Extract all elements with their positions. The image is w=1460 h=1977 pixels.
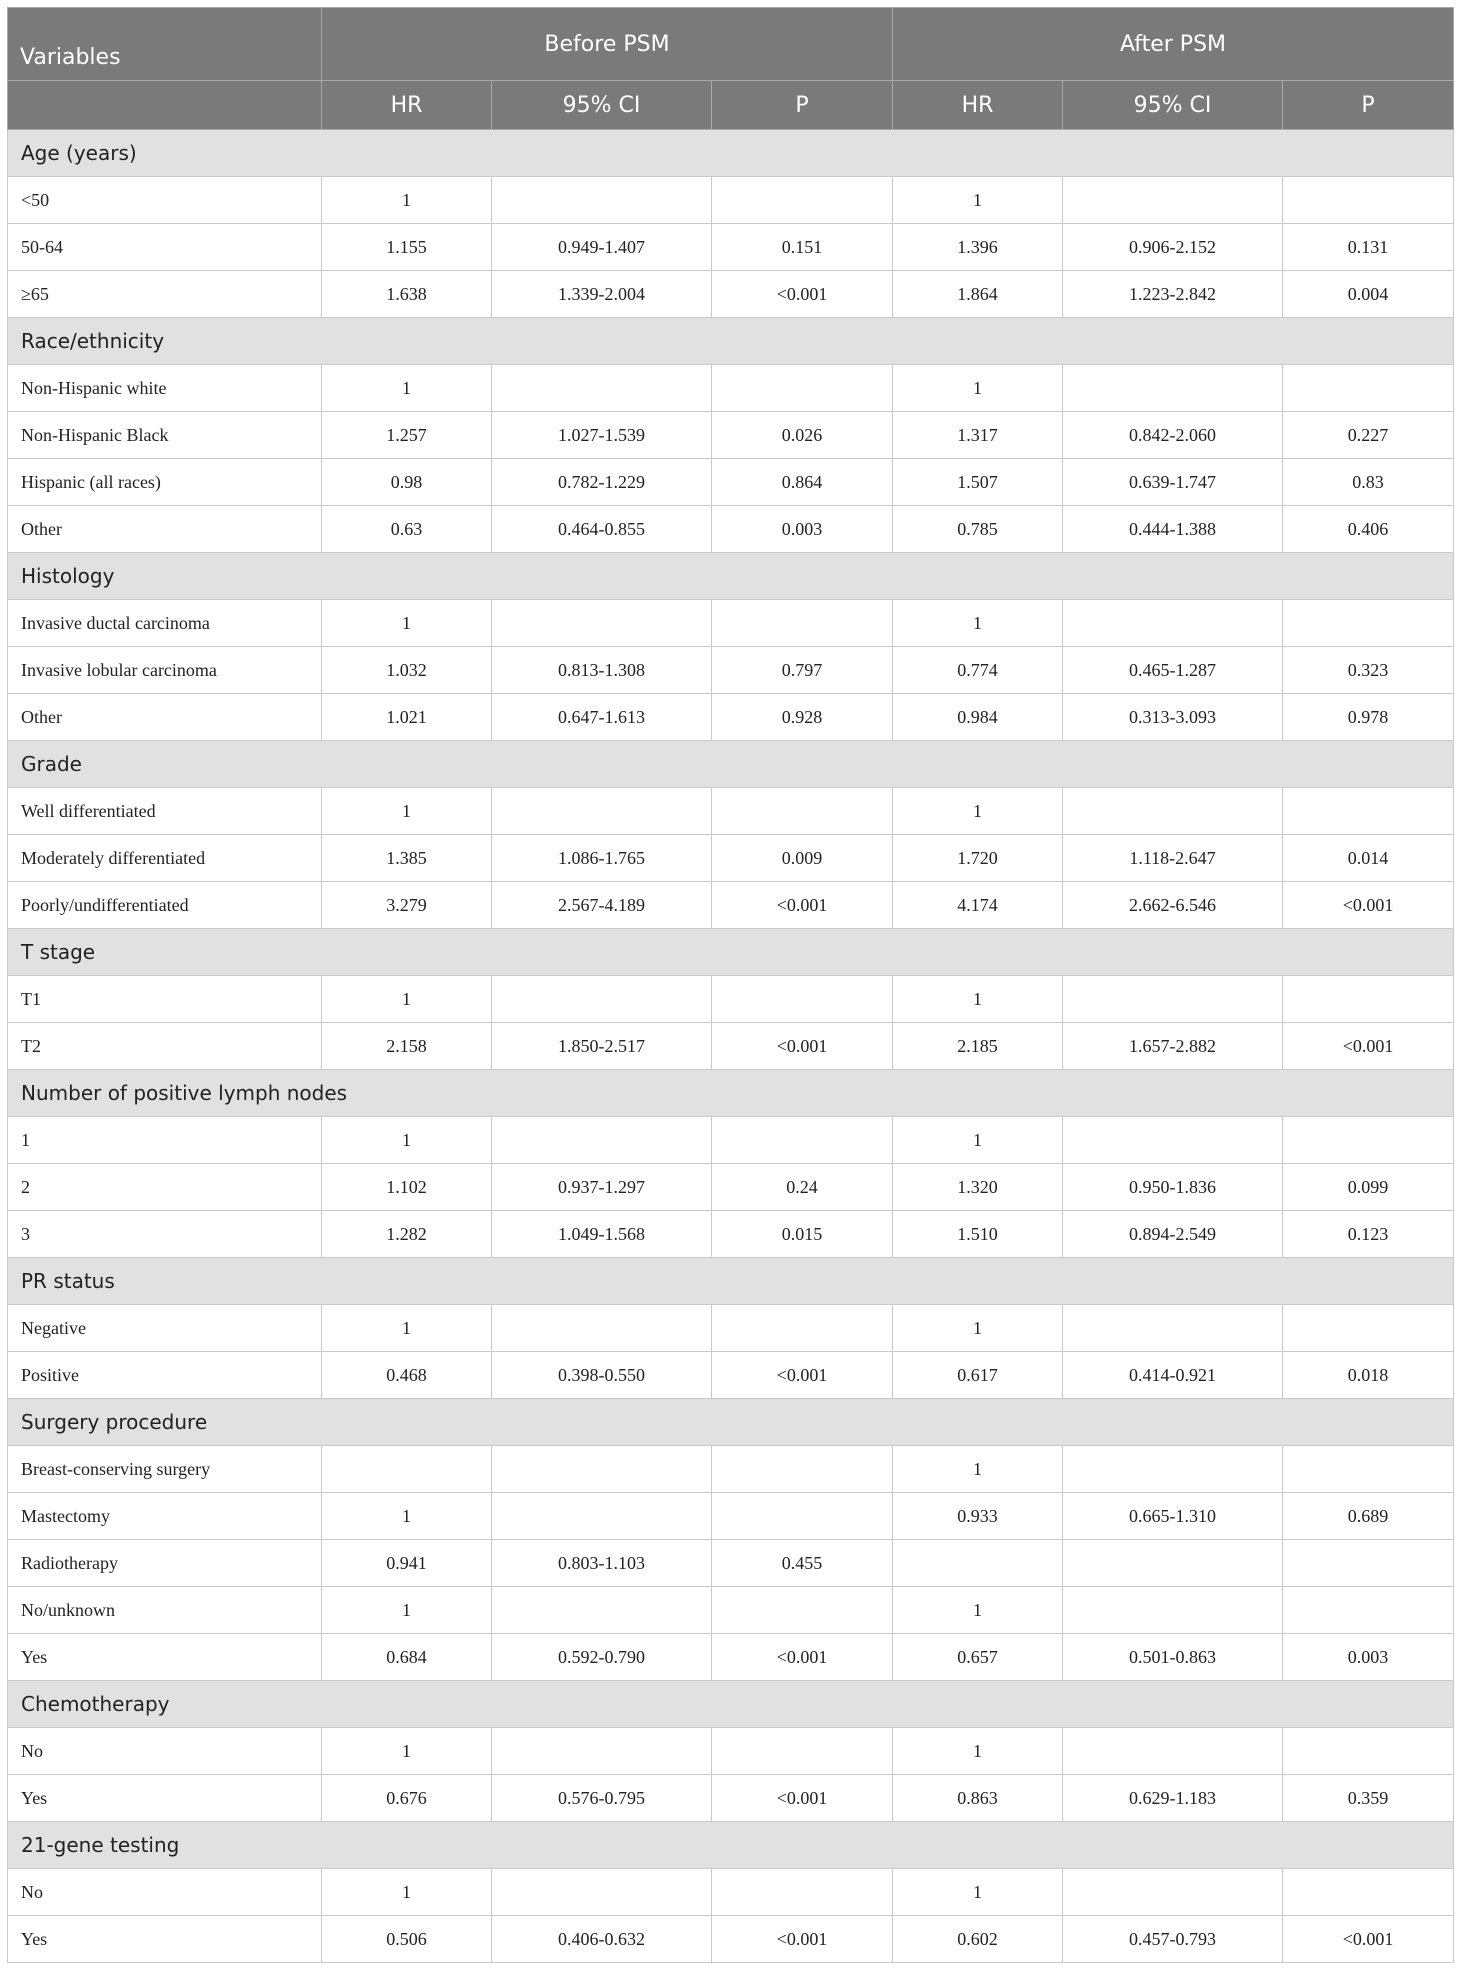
row-label: Non-Hispanic white	[8, 365, 322, 412]
after-p-cell	[1283, 1446, 1454, 1493]
before-hr-cell: 1	[322, 1305, 492, 1352]
row-label: Radiotherapy	[8, 1540, 322, 1587]
after-ci-cell: 2.662-6.546	[1063, 882, 1283, 929]
table-row	[8, 1023, 1454, 1070]
group-title: Surgery procedure	[8, 1399, 1454, 1446]
after-hr-cell: 1	[893, 1446, 1063, 1493]
after-p-cell	[1283, 1869, 1454, 1916]
table-row	[8, 1540, 1454, 1587]
before-hr-cell: 0.941	[322, 1540, 492, 1587]
group-header-row	[8, 1399, 1454, 1446]
row-label: Negative	[8, 1305, 322, 1352]
after-hr-cell: 1	[893, 1587, 1063, 1634]
before-hr-header: HR	[322, 81, 492, 130]
before-ci-cell: 0.592-0.790	[492, 1634, 712, 1681]
before-p-cell: 0.928	[712, 694, 893, 741]
before-hr-cell: 1.021	[322, 694, 492, 741]
row-label: Well differentiated	[8, 788, 322, 835]
before-ci-cell	[492, 1728, 712, 1775]
group-title: Chemotherapy	[8, 1681, 1454, 1728]
after-ci-cell	[1063, 788, 1283, 835]
table-row	[8, 976, 1454, 1023]
group-header-row	[8, 929, 1454, 976]
group-header-row	[8, 318, 1454, 365]
after-p-cell: 0.689	[1283, 1493, 1454, 1540]
header-row-top	[8, 8, 1454, 81]
after-hr-cell: 0.774	[893, 647, 1063, 694]
before-hr-cell: 0.468	[322, 1352, 492, 1399]
after-hr-cell: 1	[893, 1117, 1063, 1164]
before-hr-cell: 1	[322, 788, 492, 835]
after-ci-cell	[1063, 1869, 1283, 1916]
before-ci-cell: 0.398-0.550	[492, 1352, 712, 1399]
after-p-cell	[1283, 1728, 1454, 1775]
group-header-row	[8, 553, 1454, 600]
before-p-cell	[712, 600, 893, 647]
before-hr-cell: 1	[322, 177, 492, 224]
before-hr-cell: 0.684	[322, 1634, 492, 1681]
before-hr-cell: 2.158	[322, 1023, 492, 1070]
before-hr-cell: 1	[322, 1728, 492, 1775]
after-hr-cell: 4.174	[893, 882, 1063, 929]
row-label: No	[8, 1728, 322, 1775]
after-hr-cell: 1.507	[893, 459, 1063, 506]
after-p-cell	[1283, 788, 1454, 835]
table-row	[8, 506, 1454, 553]
after-ci-cell: 0.894-2.549	[1063, 1211, 1283, 1258]
after-hr-cell: 1.396	[893, 224, 1063, 271]
table-row	[8, 224, 1454, 271]
after-ci-cell	[1063, 600, 1283, 647]
before-p-cell: 0.026	[712, 412, 893, 459]
table-row	[8, 365, 1454, 412]
table-row	[8, 788, 1454, 835]
group-header-row	[8, 1681, 1454, 1728]
before-hr-cell: 1	[322, 1587, 492, 1634]
table-row	[8, 647, 1454, 694]
after-hr-cell: 1	[893, 1869, 1063, 1916]
group-header-row	[8, 741, 1454, 788]
after-ci-cell: 0.950-1.836	[1063, 1164, 1283, 1211]
before-hr-cell: 1	[322, 365, 492, 412]
before-p-cell	[712, 976, 893, 1023]
row-label: Yes	[8, 1916, 322, 1963]
row-label: Poorly/undifferentiated	[8, 882, 322, 929]
header-row-sub	[8, 81, 1454, 130]
group-title: Race/ethnicity	[8, 318, 1454, 365]
before-hr-cell: 3.279	[322, 882, 492, 929]
after-p-cell	[1283, 177, 1454, 224]
after-hr-cell: 1	[893, 600, 1063, 647]
group-title: 21-gene testing	[8, 1822, 1454, 1869]
before-ci-cell: 0.576-0.795	[492, 1775, 712, 1822]
table-row	[8, 177, 1454, 224]
before-p-cell	[712, 1117, 893, 1164]
table-row	[8, 882, 1454, 929]
group-title: Grade	[8, 741, 1454, 788]
after-p-header: P	[1283, 81, 1454, 130]
before-hr-cell: 1	[322, 1117, 492, 1164]
after-hr-cell: 0.984	[893, 694, 1063, 741]
before-hr-cell: 1.102	[322, 1164, 492, 1211]
before-ci-cell: 1.850-2.517	[492, 1023, 712, 1070]
table-row	[8, 1305, 1454, 1352]
before-ci-cell: 0.937-1.297	[492, 1164, 712, 1211]
before-ci-cell: 1.086-1.765	[492, 835, 712, 882]
row-label: Invasive ductal carcinoma	[8, 600, 322, 647]
after-p-cell: 0.099	[1283, 1164, 1454, 1211]
after-ci-cell	[1063, 1305, 1283, 1352]
after-ci-cell	[1063, 177, 1283, 224]
after-hr-cell: 1.320	[893, 1164, 1063, 1211]
before-p-header: P	[712, 81, 893, 130]
after-hr-header: HR	[893, 81, 1063, 130]
before-ci-cell: 0.782-1.229	[492, 459, 712, 506]
table-row	[8, 1775, 1454, 1822]
after-hr-cell	[893, 1540, 1063, 1587]
before-ci-cell: 2.567-4.189	[492, 882, 712, 929]
after-hr-cell: 2.185	[893, 1023, 1063, 1070]
before-hr-cell: 1	[322, 600, 492, 647]
after-hr-cell: 1.864	[893, 271, 1063, 318]
after-hr-cell: 0.785	[893, 506, 1063, 553]
after-ci-cell	[1063, 365, 1283, 412]
row-label: 50-64	[8, 224, 322, 271]
before-ci-cell	[492, 1305, 712, 1352]
after-p-cell: 0.123	[1283, 1211, 1454, 1258]
before-hr-cell: 0.506	[322, 1916, 492, 1963]
before-p-cell: 0.864	[712, 459, 893, 506]
table-row	[8, 1117, 1454, 1164]
before-p-cell: 0.015	[712, 1211, 893, 1258]
row-label: No/unknown	[8, 1587, 322, 1634]
after-p-cell	[1283, 1117, 1454, 1164]
group-header-row	[8, 1070, 1454, 1117]
group-header-row	[8, 1258, 1454, 1305]
before-psm-header: Before PSM	[322, 8, 893, 81]
group-header-row	[8, 1822, 1454, 1869]
after-hr-cell: 0.657	[893, 1634, 1063, 1681]
after-p-cell	[1283, 1540, 1454, 1587]
table-body	[8, 130, 1454, 1963]
after-p-cell: 0.83	[1283, 459, 1454, 506]
row-label: Yes	[8, 1775, 322, 1822]
after-ci-cell: 0.906-2.152	[1063, 224, 1283, 271]
table-row	[8, 1211, 1454, 1258]
before-ci-cell	[492, 1117, 712, 1164]
before-ci-cell: 1.339-2.004	[492, 271, 712, 318]
before-p-cell	[712, 1493, 893, 1540]
after-hr-cell: 1	[893, 177, 1063, 224]
before-p-cell	[712, 1305, 893, 1352]
table-row	[8, 1352, 1454, 1399]
after-p-cell: 0.004	[1283, 271, 1454, 318]
after-hr-cell: 0.933	[893, 1493, 1063, 1540]
table-row	[8, 835, 1454, 882]
before-ci-cell: 0.813-1.308	[492, 647, 712, 694]
after-ci-cell: 0.842-2.060	[1063, 412, 1283, 459]
row-label: Other	[8, 506, 322, 553]
before-ci-cell	[492, 1446, 712, 1493]
table-row	[8, 412, 1454, 459]
before-ci-cell: 0.949-1.407	[492, 224, 712, 271]
after-ci-cell: 0.665-1.310	[1063, 1493, 1283, 1540]
after-hr-cell: 0.602	[893, 1916, 1063, 1963]
before-ci-cell	[492, 1493, 712, 1540]
after-p-cell: <0.001	[1283, 882, 1454, 929]
group-title: T stage	[8, 929, 1454, 976]
group-title: PR status	[8, 1258, 1454, 1305]
hazard-ratio-table	[7, 7, 1454, 1963]
before-p-cell	[712, 1869, 893, 1916]
after-p-cell: 0.014	[1283, 835, 1454, 882]
row-label: Breast-conserving surgery	[8, 1446, 322, 1493]
after-hr-cell: 0.617	[893, 1352, 1063, 1399]
before-p-cell: 0.455	[712, 1540, 893, 1587]
after-ci-cell: 1.657-2.882	[1063, 1023, 1283, 1070]
before-hr-cell: 0.676	[322, 1775, 492, 1822]
after-p-cell: 0.227	[1283, 412, 1454, 459]
before-ci-cell: 0.406-0.632	[492, 1916, 712, 1963]
before-p-cell: 0.24	[712, 1164, 893, 1211]
table-row	[8, 1634, 1454, 1681]
row-label: <50	[8, 177, 322, 224]
row-label: Hispanic (all races)	[8, 459, 322, 506]
before-hr-cell: 1.155	[322, 224, 492, 271]
after-ci-cell: 1.223-2.842	[1063, 271, 1283, 318]
table-row	[8, 1916, 1454, 1963]
after-p-cell: 0.406	[1283, 506, 1454, 553]
table-row	[8, 1587, 1454, 1634]
before-ci-cell	[492, 365, 712, 412]
before-ci-cell: 0.647-1.613	[492, 694, 712, 741]
table-header	[8, 8, 1454, 130]
after-hr-cell: 1	[893, 365, 1063, 412]
after-p-cell	[1283, 600, 1454, 647]
before-ci-cell	[492, 788, 712, 835]
group-title: Age (years)	[8, 130, 1454, 177]
before-hr-cell: 1.282	[322, 1211, 492, 1258]
before-hr-cell: 0.98	[322, 459, 492, 506]
table-row	[8, 271, 1454, 318]
row-label: Positive	[8, 1352, 322, 1399]
table-row	[8, 600, 1454, 647]
row-label: No	[8, 1869, 322, 1916]
table-row	[8, 1493, 1454, 1540]
before-p-cell: 0.009	[712, 835, 893, 882]
before-ci-cell: 0.803-1.103	[492, 1540, 712, 1587]
row-label: Other	[8, 694, 322, 741]
before-hr-cell: 1.257	[322, 412, 492, 459]
before-hr-cell: 1	[322, 1869, 492, 1916]
before-hr-cell: 0.63	[322, 506, 492, 553]
after-p-cell	[1283, 1305, 1454, 1352]
after-p-cell	[1283, 365, 1454, 412]
after-p-cell: 0.003	[1283, 1634, 1454, 1681]
table-row	[8, 1869, 1454, 1916]
group-header-row	[8, 130, 1454, 177]
after-ci-cell: 0.444-1.388	[1063, 506, 1283, 553]
before-p-cell: 0.797	[712, 647, 893, 694]
after-hr-cell: 1.510	[893, 1211, 1063, 1258]
after-ci-cell: 0.465-1.287	[1063, 647, 1283, 694]
before-p-cell: <0.001	[712, 1775, 893, 1822]
before-hr-cell: 1	[322, 976, 492, 1023]
after-p-cell: <0.001	[1283, 1916, 1454, 1963]
table-row	[8, 1728, 1454, 1775]
row-label: Non-Hispanic Black	[8, 412, 322, 459]
after-ci-cell	[1063, 976, 1283, 1023]
before-ci-cell: 1.027-1.539	[492, 412, 712, 459]
after-ci-cell: 0.629-1.183	[1063, 1775, 1283, 1822]
before-p-cell: 0.003	[712, 506, 893, 553]
variables-header: Variables	[8, 8, 322, 81]
before-p-cell: <0.001	[712, 882, 893, 929]
after-ci-cell: 0.501-0.863	[1063, 1634, 1283, 1681]
before-hr-cell: 1.385	[322, 835, 492, 882]
after-hr-cell: 1.720	[893, 835, 1063, 882]
group-title: Histology	[8, 553, 1454, 600]
before-p-cell	[712, 1446, 893, 1493]
before-hr-cell	[322, 1446, 492, 1493]
row-label: 3	[8, 1211, 322, 1258]
after-ci-cell	[1063, 1728, 1283, 1775]
after-p-cell: 0.359	[1283, 1775, 1454, 1822]
row-label: ≥65	[8, 271, 322, 318]
row-label: Moderately differentiated	[8, 835, 322, 882]
after-p-cell: 0.323	[1283, 647, 1454, 694]
before-ci-cell: 0.464-0.855	[492, 506, 712, 553]
before-ci-cell	[492, 1587, 712, 1634]
before-ci-cell	[492, 177, 712, 224]
after-ci-cell: 0.313-3.093	[1063, 694, 1283, 741]
table-row	[8, 1164, 1454, 1211]
before-p-cell	[712, 1587, 893, 1634]
after-ci-cell	[1063, 1587, 1283, 1634]
group-title: Number of positive lymph nodes	[8, 1070, 1454, 1117]
row-label: 1	[8, 1117, 322, 1164]
row-label: 2	[8, 1164, 322, 1211]
table-row	[8, 459, 1454, 506]
after-ci-cell: 0.639-1.747	[1063, 459, 1283, 506]
after-hr-cell: 1	[893, 1728, 1063, 1775]
table-row	[8, 694, 1454, 741]
after-ci-cell: 0.457-0.793	[1063, 1916, 1283, 1963]
before-ci-header: 95% CI	[492, 81, 712, 130]
row-label: T1	[8, 976, 322, 1023]
before-p-cell: <0.001	[712, 1634, 893, 1681]
after-p-cell	[1283, 976, 1454, 1023]
table-row	[8, 1446, 1454, 1493]
after-ci-cell: 1.118-2.647	[1063, 835, 1283, 882]
after-ci-cell: 0.414-0.921	[1063, 1352, 1283, 1399]
row-label: T2	[8, 1023, 322, 1070]
after-ci-cell	[1063, 1117, 1283, 1164]
before-ci-cell	[492, 976, 712, 1023]
after-ci-cell	[1063, 1540, 1283, 1587]
after-hr-cell: 1	[893, 1305, 1063, 1352]
after-p-cell: <0.001	[1283, 1023, 1454, 1070]
before-p-cell	[712, 177, 893, 224]
before-hr-cell: 1.638	[322, 271, 492, 318]
before-p-cell: <0.001	[712, 1023, 893, 1070]
before-hr-cell: 1.032	[322, 647, 492, 694]
before-p-cell	[712, 365, 893, 412]
row-label: Yes	[8, 1634, 322, 1681]
row-label: Mastectomy	[8, 1493, 322, 1540]
after-hr-cell: 0.863	[893, 1775, 1063, 1822]
after-p-cell: 0.978	[1283, 694, 1454, 741]
before-p-cell: <0.001	[712, 1352, 893, 1399]
before-p-cell: <0.001	[712, 271, 893, 318]
before-ci-cell: 1.049-1.568	[492, 1211, 712, 1258]
after-p-cell: 0.131	[1283, 224, 1454, 271]
before-p-cell	[712, 788, 893, 835]
before-hr-cell: 1	[322, 1493, 492, 1540]
row-label: Invasive lobular carcinoma	[8, 647, 322, 694]
after-psm-header: After PSM	[893, 8, 1454, 81]
after-ci-cell	[1063, 1446, 1283, 1493]
before-ci-cell	[492, 1869, 712, 1916]
before-p-cell	[712, 1728, 893, 1775]
before-ci-cell	[492, 600, 712, 647]
after-p-cell: 0.018	[1283, 1352, 1454, 1399]
after-hr-cell: 1	[893, 788, 1063, 835]
before-p-cell: 0.151	[712, 224, 893, 271]
before-p-cell: <0.001	[712, 1916, 893, 1963]
after-hr-cell: 1	[893, 976, 1063, 1023]
variables-subheader-blank	[8, 81, 322, 130]
after-ci-header: 95% CI	[1063, 81, 1283, 130]
after-hr-cell: 1.317	[893, 412, 1063, 459]
after-p-cell	[1283, 1587, 1454, 1634]
table-container	[7, 7, 1453, 1963]
